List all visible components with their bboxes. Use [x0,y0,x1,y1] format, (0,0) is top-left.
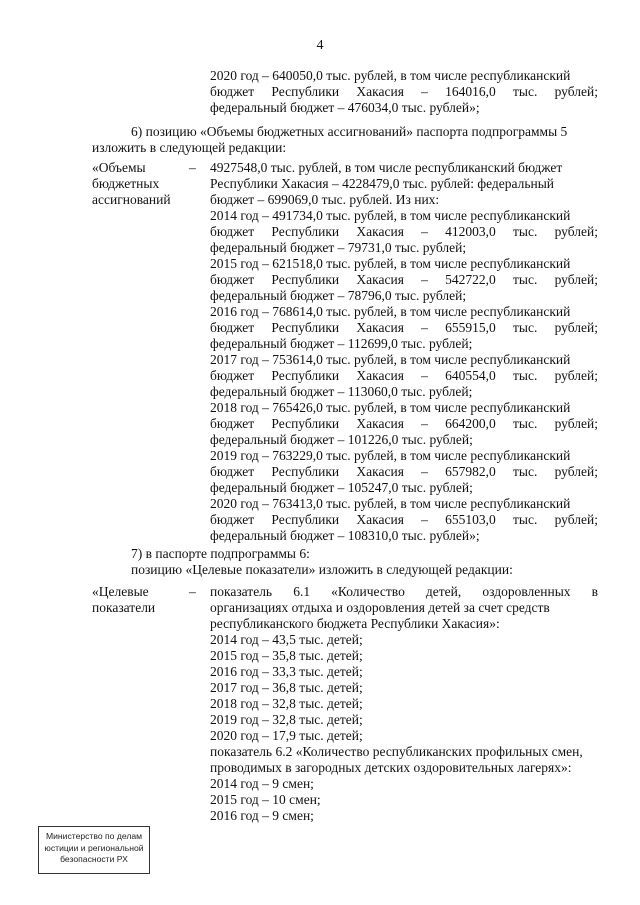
ministry-stamp [38,826,150,874]
year-line-total: 2017 год – 753614,0 тыс. рублей, в том числе республиканский [210,352,571,367]
word: Хакасия [356,464,404,479]
word: 6.1 [293,584,311,599]
indicator-6-1-line-2: организациях отдыха и оздоровления детей за счет средств [210,600,550,615]
item6-total-2: Республики Хакасия – 4228479,0 тыс. рублей: федеральный [210,176,555,191]
word: рублей; [554,512,598,527]
word: тыс. [512,464,538,479]
word: 164016,0 [445,84,496,99]
word: Хакасия [356,272,404,287]
word: бюджет [210,84,255,99]
word: рублей; [554,84,598,99]
page-number: 4 [316,38,324,53]
word: рублей; [554,368,598,383]
item7-dash: – [189,584,196,599]
word: Хакасия [356,320,404,335]
word: – [421,464,428,479]
item6-dash: – [189,160,196,175]
word: – [421,224,428,239]
item6-label-1: «Объемы [92,160,146,175]
word: Республики [271,320,340,335]
word: бюджет [210,368,255,383]
word: 664200,0 [445,416,496,431]
stamp-line: безопасности РХ [60,854,128,864]
word: Республики [271,84,340,99]
word: – [421,272,428,287]
word: Республики [271,512,340,527]
word: Республики [271,224,340,239]
year-line-total: 2020 год – 763413,0 тыс. рублей, в том числе республиканский [210,496,571,511]
word: Хакасия [356,416,404,431]
stamp-line: юстиции и региональной [44,842,144,853]
indicator-year-line: 2014 год – 9 смен; [210,776,314,791]
word: Республики [271,464,340,479]
year-line-federal: федеральный бюджет – 101226,0 тыс. рублей; [210,432,473,447]
indicator-year-line: 2015 год – 35,8 тыс. детей; [210,648,363,663]
item6-total-3: бюджет – 699069,0 тыс. рублей. Из них: [210,192,440,207]
word: 640554,0 [445,368,496,383]
year-line-federal: федеральный бюджет – 105247,0 тыс. рублей; [210,480,473,495]
indicator-year-line: 2016 год – 33,3 тыс. детей; [210,664,363,679]
word: тыс. [512,84,538,99]
word: бюджет [210,464,255,479]
indicator-6-1-line-1 [210,584,598,600]
indicator-6-2-line-1: показатель 6.2 «Количество республиканских профильных смен, [210,744,583,759]
item6-heading-cont: изложить в следующей редакции: [92,140,287,155]
item7-label-1: «Целевые [92,584,149,599]
word: Хакасия [356,368,404,383]
year-line-republic [210,512,598,528]
word: показатель [210,584,273,599]
word: рублей; [554,224,598,239]
word: 655103,0 [445,512,496,527]
year-line-republic [210,464,598,480]
item7-heading-cont: позицию «Целевые показатели» изложить в следующей редакции: [131,562,513,577]
year-line-total: 2015 год – 621518,0 тыс. рублей, в том числе республиканский [210,256,571,271]
year-line-republic [210,368,598,384]
word: – [421,320,428,335]
word: бюджет [210,512,255,527]
indicator-year-line: 2014 год – 43,5 тыс. детей; [210,632,363,647]
word: бюджет [210,224,255,239]
word: тыс. [512,272,538,287]
word: оздоровленных [482,584,571,599]
year-line-total: 2014 год – 491734,0 тыс. рублей, в том числе республиканский [210,208,571,223]
year-line-total: 2016 год – 768614,0 тыс. рублей, в том числе республиканский [210,304,571,319]
item6-label-3: ассигнований [92,192,171,207]
top-line-1: 2020 год – 640050,0 тыс. рублей, в том числе республиканский [210,68,571,83]
word: Хакасия [356,84,404,99]
indicator-year-line: 2015 год – 10 смен; [210,792,321,807]
year-line-federal: федеральный бюджет – 79731,0 тыс. рублей; [210,240,467,255]
indicator-year-line: 2020 год – 17,9 тыс. детей; [210,728,363,743]
item6-total-1: 4927548,0 тыс. рублей, в том числе республиканский бюджет [210,160,563,175]
word: Республики [271,416,340,431]
word: тыс. [512,320,538,335]
word: рублей; [554,464,598,479]
year-line-federal: федеральный бюджет – 113060,0 тыс. рублей; [210,384,473,399]
year-line-federal: федеральный бюджет – 112699,0 тыс. рублей; [210,336,473,351]
word: Хакасия [356,224,404,239]
year-line-republic [210,224,598,240]
indicator-year-line: 2017 год – 36,8 тыс. детей; [210,680,363,695]
word: 657982,0 [445,464,496,479]
item6-label-2: бюджетных [92,176,160,191]
year-line-federal: федеральный бюджет – 108310,0 тыс. рублей»; [210,528,480,543]
top-line-2 [210,84,598,100]
top-line-3: федеральный бюджет – 476034,0 тыс. рублей»; [210,100,480,115]
word: детей, [425,584,462,599]
year-line-republic [210,320,598,336]
word: в [591,584,598,599]
word: бюджет [210,272,255,287]
word: Республики [271,272,340,287]
word: Республики [271,368,340,383]
word: – [421,84,428,99]
year-line-total: 2019 год – 763229,0 тыс. рублей, в том числе республиканский [210,448,571,463]
word: «Количество [331,584,405,599]
indicator-6-2-line-2: проводимых в загородных детских оздоровительных лагерях»: [210,760,572,775]
year-line-republic [210,272,598,288]
word: бюджет [210,320,255,335]
word: тыс. [512,368,538,383]
word: тыс. [512,224,538,239]
word: 655915,0 [445,320,496,335]
word: тыс. [512,416,538,431]
word: бюджет [210,416,255,431]
word: 542722,0 [445,272,496,287]
item7-heading: 7) в паспорте подпрограммы 6: [131,546,310,561]
indicator-year-line: 2016 год – 9 смен; [210,808,314,823]
year-line-republic [210,416,598,432]
word: – [421,512,428,527]
year-line-total: 2018 год – 765426,0 тыс. рублей, в том числе республиканский [210,400,571,415]
word: Хакасия [356,512,404,527]
indicator-year-line: 2019 год – 32,8 тыс. детей; [210,712,363,727]
word: рублей; [554,272,598,287]
item7-label-2: показатели [92,600,156,615]
word: рублей; [554,320,598,335]
word: 412003,0 [445,224,496,239]
item6-heading: 6) позицию «Объемы бюджетных ассигнований» паспорта подпрограммы 5 [131,124,568,139]
word: – [421,416,428,431]
word: – [421,368,428,383]
indicator-year-line: 2018 год – 32,8 тыс. детей; [210,696,363,711]
word: тыс. [512,512,538,527]
year-line-federal: федеральный бюджет – 78796,0 тыс. рублей; [210,288,467,303]
stamp-line: Министерство по делам [45,831,143,841]
word: рублей; [554,416,598,431]
indicator-6-1-line-3: республиканского бюджета Республики Хакасия»: [210,616,500,631]
